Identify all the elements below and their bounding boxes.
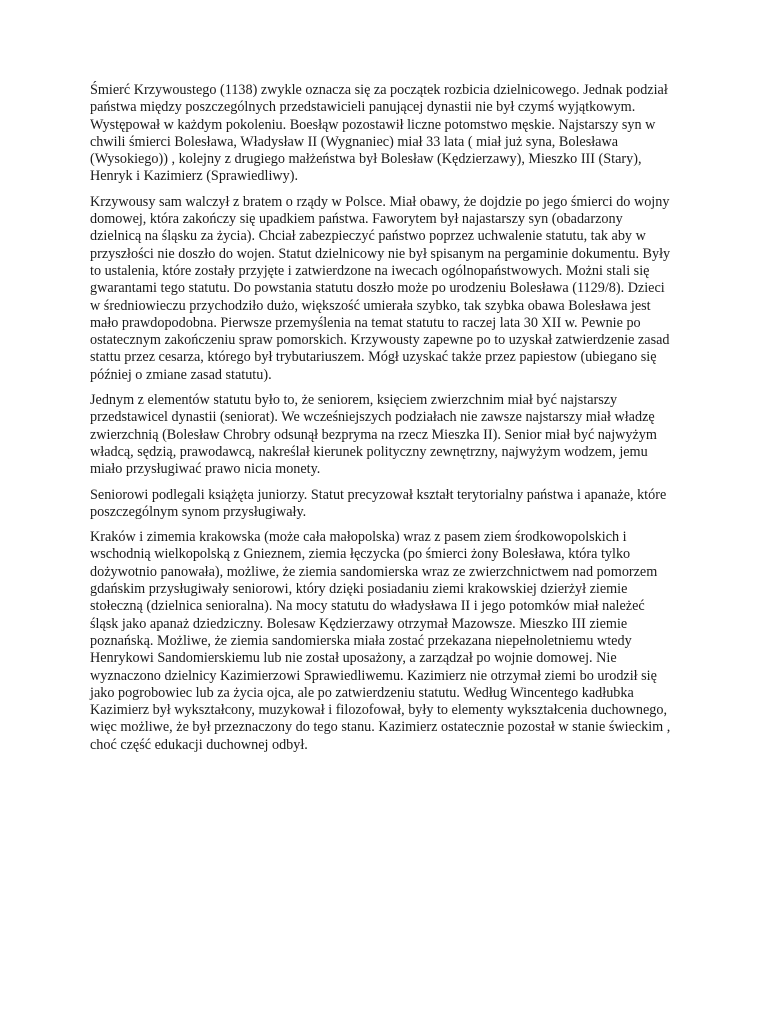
text-line: stattu przez cesarza, którego był trybutariuszem. Mógł uzyskać także przez papiestow (ubiegano się bbox=[90, 349, 657, 366]
paragraph-1 bbox=[90, 82, 682, 186]
text-line: mało prawdopodobna. Pierwsze przemyślenia na temat statutu to raczej lata 30 XII w. Pewnie po bbox=[90, 314, 641, 331]
text-line: chwili śmierci Bolesława, Władysław II (Wygnaniec) miał 33 lata ( miał już syna, Bolesława bbox=[90, 133, 618, 150]
text-line: Seniorowi podlegali książęta juniorzy. Statut precyzował kształt terytorialny państwa i apanaże, które bbox=[90, 486, 667, 503]
paragraph-3 bbox=[90, 392, 682, 478]
text-line: Występował w każdym pokoleniu. Boesłąw pozostawił liczne potomstwo męskie. Najstarszy syn w bbox=[90, 116, 656, 133]
text-line: Henryk i Kazimierz (Sprawiedliwy). bbox=[90, 168, 299, 185]
paragraph-5 bbox=[90, 529, 682, 754]
text-line: Śmierć Krzywoustego (1138) zwykle oznacza się za początek rozbicia dzielnicowego. Jednak podział bbox=[90, 82, 668, 98]
text-line: Krzywousy sam walczył z bratem o rządy w Polsce. Miał obawy, że dojdzie po jego śmierci do wojny bbox=[90, 193, 670, 210]
text-line: dzielnicą na śląsku za życia). Chciał zabezpieczyć państwo poprzez uchwalenie statutu, tak aby w bbox=[90, 228, 646, 245]
text-line: (Wysokiego)) , kolejny z drugiego małżeństwa był Bolesław (Kędzierzawy), Mieszko III (Stary), bbox=[90, 151, 642, 168]
text-line: stołeczną (dzielnica senioralna). Na mocy statutu do władysława II i jego potomków miał należeć bbox=[90, 598, 645, 615]
text-line: gdańskim przysługiwały seniorowi, który dzięki posiadaniu ziemi krakowskiej dzierżył ziemie bbox=[90, 581, 628, 598]
paragraph-4 bbox=[90, 487, 682, 522]
text-line: Henrykowi Sandomierskiemu lub nie został uposażony, a zarządzał po wojnie domowej. Nie bbox=[90, 650, 617, 667]
text-line: choć część edukacji duchownej odbył. bbox=[90, 736, 308, 753]
text-line: przyszłości nie doszło do wojen. Statut dzielnicowy nie był spisanym na pergaminie dokumentu. Były bbox=[90, 245, 671, 262]
text-line: gwarantami tego statutu. Do powstania statutu doszło może po urodzeniu Bolesława (1129/8). Dzieci bbox=[90, 280, 665, 297]
document-page bbox=[90, 82, 682, 762]
text-line: to ustalenia, które zostały przyjęte i zatwierdzone na iwecach ogólnopaństwowych. Możni stali się bbox=[90, 262, 650, 279]
text-line: władcą, sędzią, prawodawcą, nakreślał kierunek polityczny zewnętrzny, najwyżym wodzem, jemu bbox=[90, 443, 648, 460]
text-line: więc możliwe, że był przeznaczony do tego stanu. Kazimierz ostatecznie pozostał w stanie świeckim , bbox=[90, 719, 671, 736]
text-line: poznańską. Możliwe, że ziemia sandomierska miała zostać przekazana niepełnoletniemu wtedy bbox=[90, 632, 632, 649]
text-line: poszczególnym synom przysługiwały. bbox=[90, 503, 307, 520]
text-line: państwa między poszczególnych przedstawicieli panującej dynastii nie był czymś wyjątkowym. bbox=[90, 99, 636, 116]
text-line: Kazimierz był wykształcony, muzykował i filozofował, były to elementy wykształcenia duchownego, bbox=[90, 702, 668, 719]
text-line: miało przysługiwać prawo nicia monety. bbox=[90, 461, 321, 478]
text-line: wschodnią wielkopolską z Gnieznem, ziemia łęczycka (po śmierci żony Bolesława, która tylko bbox=[90, 546, 631, 563]
text-line: Kraków i zimemia krakowska (może cała małopolska) wraz z pasem ziem środkowopolskich i bbox=[90, 529, 627, 546]
text-line: ostatecznym zakończeniu spraw pomorskich. Krzywousty zapewne po to uzyskał zatwierdzenie zasad bbox=[90, 332, 670, 349]
text-line: przedstawicel dynastii (seniorat). We wcześniejszych podziałach nie zawsze najstarszy miał władzę bbox=[90, 409, 655, 426]
text-line: później o zmiane zasad statutu). bbox=[90, 366, 272, 383]
text-line: w średniowieczu przychodziło dużo, większość umierała szybko, tak szybka obawa Bolesława jest bbox=[90, 297, 651, 314]
text-line: śląsk jako apanaż dziedziczny. Bolesaw Kędzierzawy otrzymał Mazowsze. Mieszko III ziemie bbox=[90, 615, 628, 632]
text-line: jako pogrobowiec lub za życia ojca, ale po zatwierdzeniu statutu. Według Wincentego kadłubka bbox=[90, 684, 634, 701]
text-line: zwierzchnią (Bolesław Chrobry odsunął bezpryma na rzecz Mieszka II). Senior miał być najwyżym bbox=[90, 426, 657, 443]
text-line: domowej, która zakończy się upadkiem państwa. Faworytem był najastarszy syn (obadarzony bbox=[90, 211, 623, 228]
paragraph-2 bbox=[90, 194, 682, 384]
text-line: dożywotnio panowała), możliwe, że ziemia sandomierska wraz ze zwierzchnictwem nad pomorzem bbox=[90, 563, 658, 580]
text-line: wyznaczono dzielnicy Kazimierzowi Sprawiedliwemu. Kazimierz nie otrzymał ziemi bo urodził się bbox=[90, 667, 657, 684]
text-line: Jednym z elementów statutu było to, że seniorem, księciem zwierzchnim miał być najstarszy bbox=[90, 392, 618, 409]
